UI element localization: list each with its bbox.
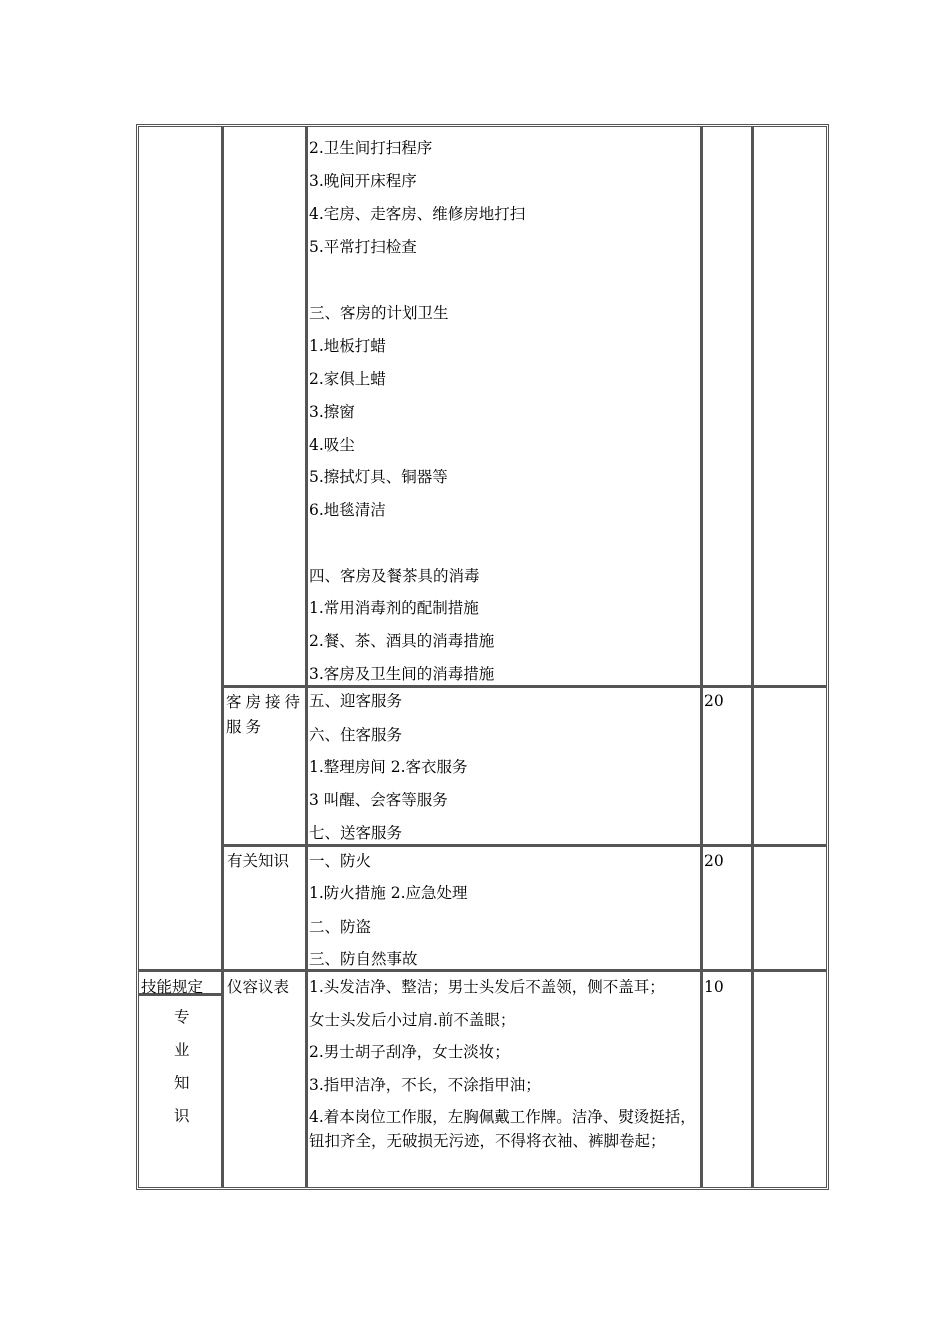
row-0-line: 2.餐、茶、酒具的消毒措施 bbox=[309, 632, 495, 650]
assessment-table bbox=[136, 124, 829, 1190]
row-0-line: 4.吸尘 bbox=[309, 436, 355, 454]
row-3-score: 10 bbox=[704, 978, 724, 996]
col-divider-c bbox=[700, 126, 703, 1188]
row-3-vertical-char: 业 bbox=[174, 1041, 190, 1059]
row-3-line: 女士头发后小过肩.前不盖眼； bbox=[309, 1011, 516, 1029]
row-1-category: 客房接待服务 bbox=[226, 693, 305, 736]
row-1-score: 20 bbox=[704, 692, 724, 710]
row-divider-2 bbox=[222, 844, 827, 847]
row-0-line: 四、客房及餐茶具的消毒 bbox=[309, 567, 480, 585]
row-2-line: 二、防盗 bbox=[309, 918, 372, 936]
row-0-line: 3.擦窗 bbox=[309, 403, 355, 421]
row-3-vertical-char: 知 bbox=[174, 1074, 190, 1092]
row-3-section-label: 技能规定 bbox=[141, 978, 204, 996]
row-1-line: 七、送客服务 bbox=[309, 824, 403, 842]
row-0-line: 1.常用消毒剂的配制措施 bbox=[309, 599, 479, 617]
row-1-line: 六、住客服务 bbox=[309, 726, 403, 744]
row-0-line: 1.地板打蜡 bbox=[309, 337, 386, 355]
row-3-vertical-char: 专 bbox=[174, 1008, 190, 1026]
col-divider-b bbox=[305, 126, 308, 1188]
row-3-line: 3.指甲洁净，不长，不涂指甲油； bbox=[309, 1076, 541, 1094]
row-divider-3 bbox=[138, 969, 827, 972]
row-0-line: 三、客房的计划卫生 bbox=[309, 304, 449, 322]
row-2-line: 三、防自然事故 bbox=[309, 950, 418, 968]
row-0-line: 2.卫生间打扫程序 bbox=[309, 139, 433, 157]
col-divider-d bbox=[751, 126, 754, 1188]
row-0-line: 5.擦拭灯具、铜器等 bbox=[309, 468, 448, 486]
row-0-line: 3.晚间开床程序 bbox=[309, 172, 417, 190]
row-3-line: 1.头发洁净、整洁；男士头发后不盖领，侧不盖耳； bbox=[309, 978, 665, 996]
row-2-category: 有关知识 bbox=[227, 852, 290, 870]
row-3-line: 2.男士胡子刮净，女士淡妆； bbox=[309, 1043, 510, 1061]
row-3-category: 仪容议表 bbox=[227, 978, 290, 996]
row-divider-1 bbox=[222, 685, 827, 688]
row-2-line: 1.防火措施 2.应急处理 bbox=[309, 884, 468, 902]
row-1-line: 1.整理房间 2.客衣服务 bbox=[309, 758, 468, 776]
row-0-line: 4.宅房、走客房、维修房地打扫 bbox=[309, 205, 526, 223]
col-divider-a bbox=[221, 126, 224, 1188]
row-1-line: 3 叫醒、会客等服务 bbox=[309, 791, 448, 809]
row-1-line: 五、迎客服务 bbox=[309, 692, 403, 710]
row-0-line: 5.平常打扫检查 bbox=[309, 238, 417, 256]
row-3-vertical-char: 识 bbox=[174, 1107, 190, 1125]
row-0-line: 3.客房及卫生间的消毒措施 bbox=[309, 665, 495, 683]
row-2-score: 20 bbox=[704, 852, 724, 870]
row-0-line: 2.家俱上蜡 bbox=[309, 370, 386, 388]
row-0-line: 6.地毯清洁 bbox=[309, 501, 386, 519]
row-3-line: 4.着本岗位工作服，左胸佩戴工作牌。洁净、熨烫挺括，钮扣齐全，无破损无污迹，不得将衣袖、裤脚卷起； bbox=[309, 1108, 696, 1150]
row-2-line: 一、防火 bbox=[309, 852, 372, 870]
